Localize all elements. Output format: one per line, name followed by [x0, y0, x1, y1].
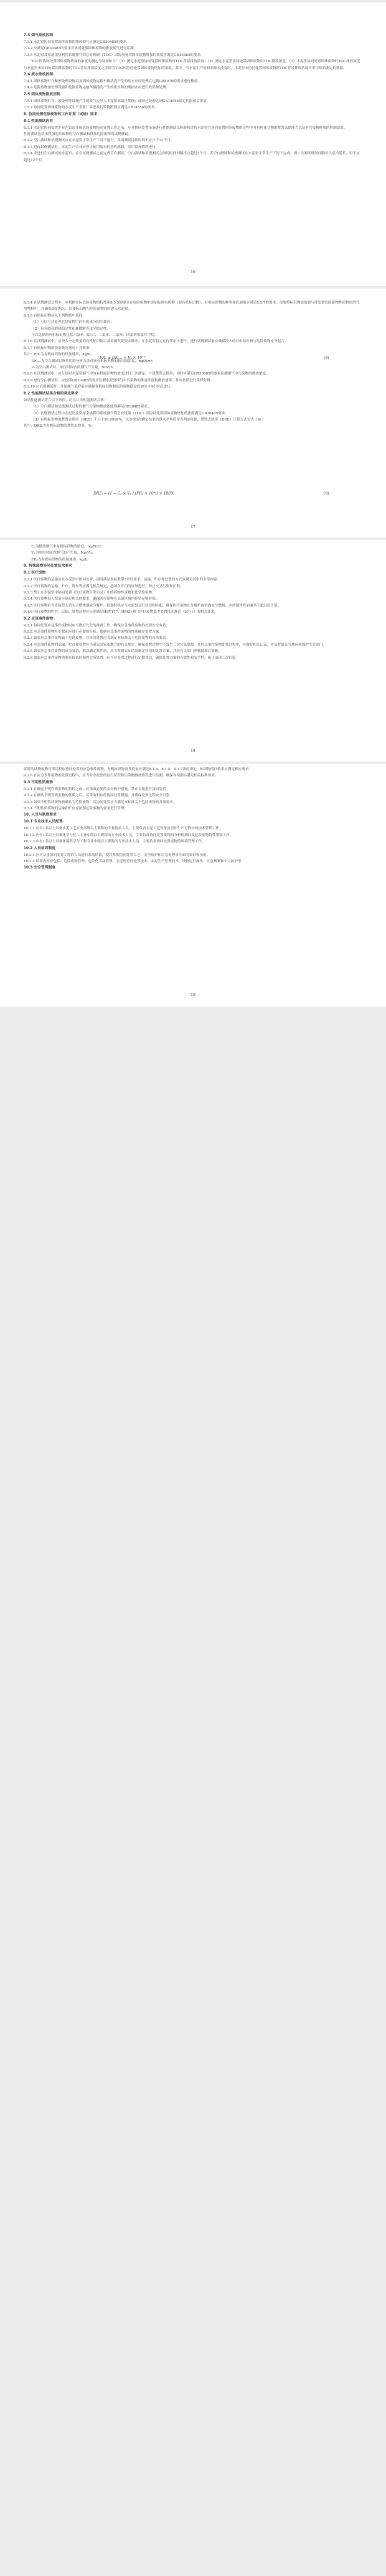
paragraph: 9.1.2 医疗废物的运输、贮存、卸车等应满足相关规定，必须在专门的区域进行，防止交叉污染和扩散。 [24, 584, 184, 588]
paragraph: 10.1.3 应有1名以上具备环境科学与工程专业中级以上职称的专业技术人员，主要负责协同处置废物的环境管理工作。 [24, 840, 205, 844]
page-4 [0, 764, 386, 1007]
formula-8-number: (8) [324, 356, 329, 360]
paragraph: 9.1.5 医疗废物应当直接投入窑头主燃烧器或分解炉，投加时机应与水泥窑运行状况相匹配，确保医疗废物在分解炉或窑内充分燃烧，并控制其投加速率不超过设计值。 [24, 603, 281, 608]
paragraph: 7.5.2 协同处置固体废物的水泥生产企业厂界恶臭污染物限值应满足GB14554的要求。 [24, 106, 158, 110]
paragraph: 9.2.5 如果应急事件废物的成分复杂，难以确定其性质，应当根据实际情况制定特别的处置方案，并经有关部门审核批准后实施。 [24, 649, 222, 654]
formula-9-number: (9) [324, 491, 329, 496]
section-heading: 7.4 废水排放控制 [24, 73, 54, 77]
paragraph: 7.4.2 危险废物预处理设施和危险废物运输车辆清洗产生的废水和初期雨水应进行收集和处理。 [24, 86, 170, 90]
section-heading: 8.2 性能测试结果合格的判定要求 [24, 391, 78, 396]
paragraph: FR₂为有机标识物的投加速率，kg/h。 [31, 557, 91, 562]
section-heading: 10. 人员与制度要求 [24, 813, 57, 817]
paragraph: 性能测试包括未投加危险废物的空白测试和投加危险废物的试烧测试。 [24, 133, 132, 137]
paragraph: （2）具有较高的热稳定性和难降解等化学稳定性。 [31, 327, 110, 331]
page-4-body [24, 766, 362, 872]
paragraph: 9.3.3 如果不明性质废物被确认为危险废物，其协同处置应当满足本标准关于危险废物的各项要求。 [24, 800, 177, 804]
paragraph: 9.2.4 应急事件废物的运输、贮存和处置应当满足国家和地方的有关规定，确保处置过程中不发生二次污染事故。在应急事件废物处置过程中，应做好相关记录，并及时报告当地环境保护主管部门。 [24, 643, 326, 647]
section-heading: 10.1 专业技术人员配置 [24, 820, 63, 824]
page-number: 18 [191, 749, 195, 753]
paragraph: 8.1.10 在试烧测试时，开始烟气采样前应确保有机标识物和危险废物稳定投加至少4小时后进行。 [24, 385, 174, 389]
paragraph: 9.1.4 医疗废物投入窑前应满足相关的要求，确保医疗废物在高温区域内停留足够时间。 [24, 597, 159, 602]
section-heading: 9.2 应急事件废物 [24, 616, 54, 621]
section-heading: 9.1 医疗废物 [24, 571, 46, 575]
paragraph: 9.3.2 在确认不明性质废物的性质之后，可采取相应的协同处置措施，并确保处置过程安全可靠。 [24, 794, 173, 798]
paragraph: 8.1.4 未进行空白测试的水泥窑，应在试烧测试之前完成空白测试，空白测试和试烧测试之间的时间间隔不宜超过3个月，若空白测试和试烧测试在水泥窑正常生产工况下完成，则二次测试时间间隔可以适当延长，但不应超过12个月。 [24, 152, 360, 162]
paragraph: 10.1.1 应有1名以上具备水泥工艺专业高级以上职称的专业技术人员，主要负责水泥工艺设备及窑炉生产过程中的技术管理工作。 [24, 827, 223, 831]
paragraph: 9.1.1 医疗废物的运输应在水泥窑中协同处置，同时满足本标准第5章的要求。运输、贮存和处置的方式应满足其中的全部内容。 [24, 578, 221, 582]
paragraph: Cₑ为排放烟气中有机标识物的浓度，ng/Nm³； [31, 545, 105, 549]
section-heading: 9.3 不明性质废物 [24, 780, 54, 784]
paragraph: （1）空白测试和试烧测试过程的烟气污染物排放浓度均满足GB30485要求； [31, 405, 151, 409]
section-heading: 7.5 固体废物排放控制 [24, 92, 60, 96]
section-heading: 9. 特殊废物协同处置技术要求 [24, 564, 72, 569]
paragraph: 7.3.2 应满足GB30485的要求对协同处置固体废物的排放烟气进行监测。 [24, 47, 138, 51]
page-number: 19 [191, 993, 195, 997]
page-1-body [24, 32, 362, 164]
paragraph: 7.5.1 固体废物贮存、预处理等设施产生的废气应导入水泥窑高温区焚烧；或经过处理达到GB14554规定的限值后排放。 [24, 99, 210, 103]
paragraph: 9.1.3 禁止在水泥窑中协同处置《医疗废物分类目录》中的药物性废物和化学性废物。 [24, 591, 156, 595]
paragraph: 8.1.6 在试烧测试中，应投入一定数量的有机标识物以及检测其焚毁去除率。在水泥窑稳定运行状态下进行，进行试烧测试前应确保投入的有机标识物与危险废物充分混合。 [24, 340, 288, 344]
paragraph: 8.1.1 水泥窑协同处置企业在首次开展危险废物协同处置工作之前，应对协同处置设施进行性能测试以检验和评价水泥窑在协同处置危险废物的过程中对有机化合物的焚毁去除能力以及对污染物排放的控制效果。 [24, 126, 347, 130]
paragraph: 9.3.4 不明性质废物的运输和贮存应按照危险废物的要求进行管理。 [24, 807, 128, 811]
paragraph: 9.2.1 协同处置应急事件废物时应当做好充分的准备工作，确保应急事件废物的处置安全有效。 [24, 623, 170, 628]
page-1 [0, 2, 386, 286]
section-heading: 7.3 烟气排放控制 [24, 34, 54, 37]
page-number: 17 [191, 525, 195, 529]
page-number: 16 [191, 270, 195, 274]
formula-9: DREᵢ = (1 − Cₑ × Vₓ / (FR₂ × 10⁹)) × 100% [93, 491, 174, 496]
paragraph: 8.1.9 进行空白测试时，应按照GB30485的要求监测水泥窑烟气中污染物的排放浓度和排放速率，并应按照进行采样分析。 [24, 378, 214, 383]
paragraph: （3）有机标识物的焚毁去除率（DRE）不小于99.9999%，以连续3次测定结果的算术平均值作为判定依据。焚毁去除率（DRE）计算公式见式（9）： [31, 417, 265, 422]
paragraph: 9.2.6 在应急事件废物的处置过程中，应当对水泥窑的运行状况和污染物排放情况进行监测，确保各项指标满足相关标准要求。 [24, 774, 219, 778]
page-2 [0, 289, 386, 537]
section-heading: 10.3 安全管理制度 [24, 866, 56, 870]
paragraph: （1）可以与待处理危险废物中的有机成分相互兼容； [31, 320, 114, 325]
paragraph: Vₓ为单位时间内烟气的产生量，Nm³/h； [31, 551, 95, 556]
section-heading: 10.2 人员培训制度 [24, 846, 56, 850]
paragraph: 其中：FR₂为有机标识物的投加速率，kg/h； [24, 353, 94, 357]
paragraph: Vₓ为空白测试时，单位时间内的烟气产生量，Nm³/h。 [31, 366, 116, 370]
paragraph: 8.1.7 有机标识物的投加量应满足下式要求： [24, 346, 93, 350]
paragraph: 7.3.1 水泥窑协同处置固体废物的排放烟气应满足GB30485的要求。 [24, 40, 131, 44]
page-2-body [24, 300, 362, 430]
page-3-body [24, 544, 362, 661]
paragraph: 8.1.3 进行试烧测试时，水泥生产企业应停止使用现有的替代燃料，采用常规燃料进行。 [24, 145, 159, 149]
paragraph: 10.1.2 应有1名以上具备化学与化工专业中级以上职称的专业技术人员，主要负责协同处置废物的分析检测以及危险废物特性鉴别工作。 [24, 833, 233, 837]
paragraph: DEₘᵢₙ为空白测试时所采用的分析方法对该有机标识物的检出限浓度，ng/Nm³； [31, 359, 156, 363]
section-heading: 8. 协同处置危险废物的工作计划（试烧）要求 [24, 112, 98, 116]
paragraph: 7.4.1 固体废物贮存和预处理设施以及固体废物运输车辆清洗产生的废水应经处理后达到GB8978的要求进行排放。 [24, 80, 201, 84]
paragraph: 9.2.2 应急事件废物在处置前应进行必要的分析，根据应急事件废物的性质确定处置方案。 [24, 630, 162, 635]
paragraph: TOC因协同处置固体废物增加的浓度的测定分别按如下：（1）测定水泥窑协同处置固体废物时TOC背景排放浓度；（2）测定水泥窑协同处置固体废物时TOC排放浓度；（3）水泥窑协同处置固体废物时TOC排放浓度与水泥窑未协同处置固体废物时TOC背景排放浓度之差即为TOC因协同处置固体废物增加的浓度。其中，当水泥生产原料来源未改变时，水泥窑未协同处置固体废物时TOC背景排放浓度可采用原始测定的数据。 [24, 60, 360, 70]
paragraph: 8.1.8 在试烧测试中，应分别对水泥窑烟气中该有机标识物的浓度进行三次测定，计算焚毁去除率，同时应满足GB30485的要求监测烟气中污染物的排放浓度。 [24, 372, 270, 376]
paragraph: 可以选择的有机标识物包括六氯苯（SF₆）、二氯苯、三氯苯、四氯苯和氯代甲烷。 [31, 333, 158, 338]
paragraph: 8.1.5 有机标识物应从下列物质中选择： [24, 314, 86, 318]
paragraph: 9.3.1 在确定不明性质废物的特性之前，应采取必要的安全防护措施，禁止直接进行协同处置。 [24, 787, 170, 791]
paragraph: 如果性能测试符合以下条件，可以认为性能测试合格： [24, 398, 108, 402]
page-3 [0, 540, 386, 761]
paragraph: 其中：DREᵢ为有机标识物的焚毁去除率，%； [24, 424, 95, 429]
paragraph: 7.3.5 水泥窑及窑尾余热利用系统排气筒总有机碳（TOC）因协同处置固体废物增加的浓度应满足GB30485的要求。 [24, 53, 204, 57]
paragraph: 8.1.4 在试烧测试过程中，应根据实际危险废物的特性和8.3.5的要求在危险废物中添加标准有机物（即有机标识物），有机标识物的种类和投加量应满足8.3.7的要求。需要将标识物添加到与待处置危险废物性质相似的代用物料中，并确保添加均匀，以使标识物与危险废物同时进入水泥窑。 [24, 301, 360, 312]
paragraph: 10.2.2 培训内容应包括：危险废物管理、危险化学品管理、水泥窑协同处置技术、水泥生产管理技术、设备运行操作、应急预案和个人防护等。 [24, 860, 245, 864]
paragraph: 试时的试烧废物可采用投加协同处置的应急事件废物，有机标识物及其投加应满足8.1.4、8.1.5、8.1.7条的规定。标识物的回收率应满足相应要求。 [24, 768, 253, 771]
paragraph: （2）试烧测试过程中水泥窑及窑尾余热利用系统排气筒总有机碳（TOC）因协同处置固体废物增加的浓度满足GB30485要求； [31, 411, 228, 416]
section-heading: 8.1 性能测试内容 [24, 119, 54, 123]
paragraph: 8.1.2 空白测试和试烧测试应在水泥窑正常生产工况下进行，各项测试持续时间不应少于12个月。 [24, 139, 174, 143]
paragraph: 10.2.1 应对从事协同处置工作的人员进行系统培训，使其掌握协同处置工艺、安全防护和应急处理等方面的知识和技能。 [24, 853, 210, 857]
paragraph: 9.1.6 医疗废物的贮存、运输、处置过程应分别满足HJ/T177、HJ421和《医疗废物集中处置技术规范（试行）》的相关要求。 [24, 610, 218, 615]
paragraph: 9.2.3 如果应急事件废物属于危险废物，其协同处置应当满足本标准关于危险废物的各项要求。 [24, 636, 170, 641]
formula-8: FR₂ ≥ DEₘᵢₙ × Vₓ × 10⁻⁹ [100, 356, 146, 360]
paragraph: 9.2.6 如果应急事件废物需要在较长时间内完成处置，应当对处置过程进行定期评估，确保处置方案的有效性和安全性，防止出现二次污染。 [24, 656, 240, 660]
